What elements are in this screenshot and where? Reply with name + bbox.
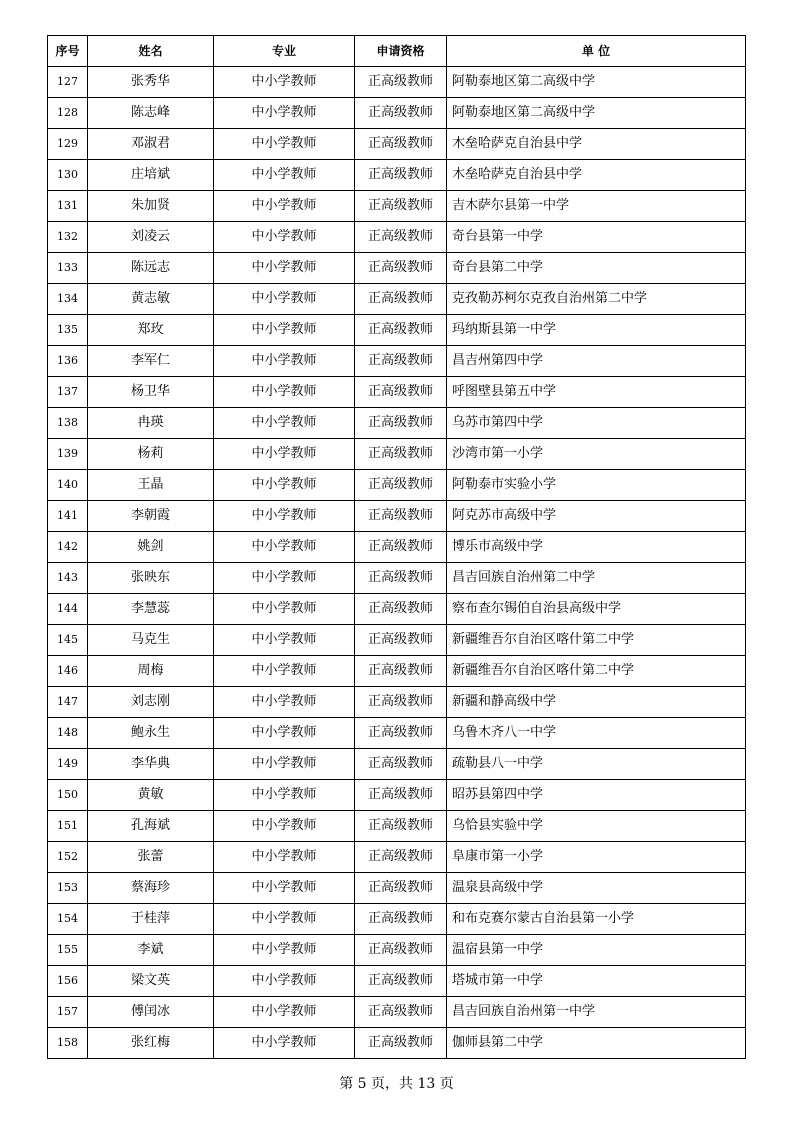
table-row: [48, 532, 746, 563]
cell-no: 131: [48, 191, 88, 222]
cell-name: 朱加贤: [88, 191, 214, 222]
cell-qualification: 正高级教师: [355, 904, 447, 935]
cell-unit: 温宿县第一中学: [447, 935, 746, 966]
cell-name: 马克生: [88, 625, 214, 656]
cell-name: 梁文英: [88, 966, 214, 997]
cell-name: 王晶: [88, 470, 214, 501]
cell-name: 姚剑: [88, 532, 214, 563]
cell-no: 149: [48, 749, 88, 780]
cell-unit: 察布查尔锡伯自治县高级中学: [447, 594, 746, 625]
header-qualification: 申请资格: [355, 36, 447, 67]
cell-no: 152: [48, 842, 88, 873]
cell-major: 中小学教师: [214, 315, 355, 346]
cell-no: 153: [48, 873, 88, 904]
table-row: [48, 873, 746, 904]
cell-qualification: 正高级教师: [355, 718, 447, 749]
cell-qualification: 正高级教师: [355, 408, 447, 439]
cell-name: 周梅: [88, 656, 214, 687]
cell-qualification: 正高级教师: [355, 160, 447, 191]
cell-qualification: 正高级教师: [355, 873, 447, 904]
cell-major: 中小学教师: [214, 625, 355, 656]
cell-name: 孔海斌: [88, 811, 214, 842]
cell-no: 135: [48, 315, 88, 346]
table-row: [48, 129, 746, 160]
table-row: [48, 718, 746, 749]
cell-name: 杨卫华: [88, 377, 214, 408]
cell-major: 中小学教师: [214, 67, 355, 98]
cell-major: 中小学教师: [214, 563, 355, 594]
cell-name: 蔡海珍: [88, 873, 214, 904]
cell-qualification: 正高级教师: [355, 470, 447, 501]
cell-qualification: 正高级教师: [355, 966, 447, 997]
cell-qualification: 正高级教师: [355, 253, 447, 284]
table-row: [48, 439, 746, 470]
table-row: [48, 222, 746, 253]
cell-qualification: 正高级教师: [355, 284, 447, 315]
cell-name: 冉瑛: [88, 408, 214, 439]
cell-unit: 阜康市第一小学: [447, 842, 746, 873]
cell-unit: 玛纳斯县第一中学: [447, 315, 746, 346]
table-row: [48, 780, 746, 811]
cell-no: 130: [48, 160, 88, 191]
cell-unit: 昌吉回族自治州第一中学: [447, 997, 746, 1028]
cell-unit: 博乐市高级中学: [447, 532, 746, 563]
cell-name: 黄敏: [88, 780, 214, 811]
table-row: [48, 346, 746, 377]
table-row: [48, 749, 746, 780]
cell-no: 158: [48, 1028, 88, 1059]
cell-unit: 乌苏市第四中学: [447, 408, 746, 439]
cell-unit: 昌吉州第四中学: [447, 346, 746, 377]
cell-major: 中小学教师: [214, 780, 355, 811]
cell-qualification: 正高级教师: [355, 842, 447, 873]
table-row: [48, 687, 746, 718]
cell-name: 傅闰冰: [88, 997, 214, 1028]
cell-name: 鲍永生: [88, 718, 214, 749]
table-row: [48, 594, 746, 625]
cell-major: 中小学教师: [214, 1028, 355, 1059]
cell-unit: 奇台县第二中学: [447, 253, 746, 284]
cell-no: 157: [48, 997, 88, 1028]
cell-major: 中小学教师: [214, 532, 355, 563]
cell-qualification: 正高级教师: [355, 563, 447, 594]
cell-major: 中小学教师: [214, 160, 355, 191]
cell-unit: 昭苏县第四中学: [447, 780, 746, 811]
cell-major: 中小学教师: [214, 687, 355, 718]
table-row: [48, 67, 746, 98]
cell-name: 陈远志: [88, 253, 214, 284]
table-row: [48, 935, 746, 966]
cell-unit: 塔城市第一中学: [447, 966, 746, 997]
cell-name: 张红梅: [88, 1028, 214, 1059]
cell-major: 中小学教师: [214, 284, 355, 315]
cell-name: 张秀华: [88, 67, 214, 98]
table-row: [48, 315, 746, 346]
table-row: [48, 904, 746, 935]
cell-major: 中小学教师: [214, 656, 355, 687]
cell-major: 中小学教师: [214, 749, 355, 780]
cell-name: 于桂萍: [88, 904, 214, 935]
cell-qualification: 正高级教师: [355, 687, 447, 718]
cell-major: 中小学教师: [214, 439, 355, 470]
header-unit: 单 位: [447, 36, 746, 67]
cell-major: 中小学教师: [214, 346, 355, 377]
cell-qualification: 正高级教师: [355, 935, 447, 966]
table-row: [48, 1028, 746, 1059]
cell-no: 150: [48, 780, 88, 811]
table-row: [48, 997, 746, 1028]
cell-no: 139: [48, 439, 88, 470]
cell-name: 刘志刚: [88, 687, 214, 718]
cell-major: 中小学教师: [214, 98, 355, 129]
table-row: [48, 563, 746, 594]
cell-qualification: 正高级教师: [355, 129, 447, 160]
cell-unit: 阿克苏市高级中学: [447, 501, 746, 532]
cell-qualification: 正高级教师: [355, 532, 447, 563]
cell-no: 128: [48, 98, 88, 129]
cell-major: 中小学教师: [214, 873, 355, 904]
cell-unit: 吉木萨尔县第一中学: [447, 191, 746, 222]
table-header-row: [48, 36, 746, 67]
cell-qualification: 正高级教师: [355, 749, 447, 780]
roster-table: [47, 35, 746, 1059]
cell-major: 中小学教师: [214, 718, 355, 749]
header-major: 专业: [214, 36, 355, 67]
cell-qualification: 正高级教师: [355, 67, 447, 98]
cell-major: 中小学教师: [214, 811, 355, 842]
cell-qualification: 正高级教师: [355, 811, 447, 842]
cell-unit: 温泉县高级中学: [447, 873, 746, 904]
table-row: [48, 253, 746, 284]
cell-no: 136: [48, 346, 88, 377]
table-row: [48, 408, 746, 439]
cell-qualification: 正高级教师: [355, 315, 447, 346]
cell-no: 148: [48, 718, 88, 749]
cell-name: 张映东: [88, 563, 214, 594]
cell-unit: 阿勒泰地区第二高级中学: [447, 67, 746, 98]
cell-unit: 沙湾市第一小学: [447, 439, 746, 470]
cell-qualification: 正高级教师: [355, 439, 447, 470]
cell-qualification: 正高级教师: [355, 222, 447, 253]
cell-no: 146: [48, 656, 88, 687]
cell-no: 156: [48, 966, 88, 997]
table-row: [48, 470, 746, 501]
cell-no: 142: [48, 532, 88, 563]
cell-no: 137: [48, 377, 88, 408]
cell-major: 中小学教师: [214, 222, 355, 253]
cell-unit: 乌鲁木齐八一中学: [447, 718, 746, 749]
cell-qualification: 正高级教师: [355, 780, 447, 811]
table-row: [48, 966, 746, 997]
cell-no: 138: [48, 408, 88, 439]
cell-name: 邓淑君: [88, 129, 214, 160]
cell-major: 中小学教师: [214, 997, 355, 1028]
cell-name: 黄志敏: [88, 284, 214, 315]
header-name: 姓名: [88, 36, 214, 67]
cell-qualification: 正高级教师: [355, 98, 447, 129]
cell-qualification: 正高级教师: [355, 191, 447, 222]
cell-major: 中小学教师: [214, 501, 355, 532]
cell-major: 中小学教师: [214, 842, 355, 873]
cell-no: 129: [48, 129, 88, 160]
table-row: [48, 377, 746, 408]
cell-no: 151: [48, 811, 88, 842]
cell-major: 中小学教师: [214, 594, 355, 625]
table-row: [48, 501, 746, 532]
cell-unit: 阿勒泰市实验小学: [447, 470, 746, 501]
cell-qualification: 正高级教师: [355, 997, 447, 1028]
table-row: [48, 191, 746, 222]
cell-qualification: 正高级教师: [355, 594, 447, 625]
cell-unit: 木垒哈萨克自治县中学: [447, 160, 746, 191]
cell-no: 145: [48, 625, 88, 656]
cell-major: 中小学教师: [214, 377, 355, 408]
cell-major: 中小学教师: [214, 191, 355, 222]
cell-name: 张蕾: [88, 842, 214, 873]
cell-no: 134: [48, 284, 88, 315]
cell-qualification: 正高级教师: [355, 346, 447, 377]
cell-no: 132: [48, 222, 88, 253]
cell-qualification: 正高级教师: [355, 501, 447, 532]
cell-unit: 奇台县第一中学: [447, 222, 746, 253]
table-row: [48, 811, 746, 842]
cell-unit: 疏勒县八一中学: [447, 749, 746, 780]
page-footer: 第 5 页，共 13 页: [339, 1076, 454, 1092]
table-row: [48, 284, 746, 315]
cell-major: 中小学教师: [214, 935, 355, 966]
cell-name: 刘凌云: [88, 222, 214, 253]
cell-name: 李军仁: [88, 346, 214, 377]
cell-no: 141: [48, 501, 88, 532]
cell-name: 李朝霞: [88, 501, 214, 532]
cell-unit: 呼图壁县第五中学: [447, 377, 746, 408]
cell-qualification: 正高级教师: [355, 625, 447, 656]
cell-unit: 和布克赛尔蒙古自治县第一小学: [447, 904, 746, 935]
cell-no: 144: [48, 594, 88, 625]
table-row: [48, 98, 746, 129]
cell-no: 143: [48, 563, 88, 594]
table-row: [48, 160, 746, 191]
cell-qualification: 正高级教师: [355, 377, 447, 408]
cell-no: 155: [48, 935, 88, 966]
cell-name: 杨莉: [88, 439, 214, 470]
cell-unit: 伽师县第二中学: [447, 1028, 746, 1059]
cell-name: 李华典: [88, 749, 214, 780]
cell-unit: 木垒哈萨克自治县中学: [447, 129, 746, 160]
cell-no: 140: [48, 470, 88, 501]
cell-unit: 乌恰县实验中学: [447, 811, 746, 842]
header-no: 序号: [48, 36, 88, 67]
cell-name: 郑玫: [88, 315, 214, 346]
cell-major: 中小学教师: [214, 966, 355, 997]
cell-name: 李斌: [88, 935, 214, 966]
cell-no: 154: [48, 904, 88, 935]
table-row: [48, 656, 746, 687]
cell-unit: 克孜勒苏柯尔克孜自治州第二中学: [447, 284, 746, 315]
cell-no: 147: [48, 687, 88, 718]
cell-unit: 新疆和静高级中学: [447, 687, 746, 718]
table-row: [48, 842, 746, 873]
cell-major: 中小学教师: [214, 408, 355, 439]
table-body: [48, 67, 746, 1059]
cell-unit: 昌吉回族自治州第二中学: [447, 563, 746, 594]
cell-major: 中小学教师: [214, 470, 355, 501]
cell-qualification: 正高级教师: [355, 656, 447, 687]
cell-major: 中小学教师: [214, 253, 355, 284]
cell-major: 中小学教师: [214, 904, 355, 935]
cell-no: 133: [48, 253, 88, 284]
cell-name: 陈志峰: [88, 98, 214, 129]
cell-no: 127: [48, 67, 88, 98]
cell-name: 庄培斌: [88, 160, 214, 191]
cell-name: 李慧蕊: [88, 594, 214, 625]
cell-unit: 阿勒泰地区第二高级中学: [447, 98, 746, 129]
cell-qualification: 正高级教师: [355, 1028, 447, 1059]
table-row: [48, 625, 746, 656]
cell-unit: 新疆维吾尔自治区喀什第二中学: [447, 625, 746, 656]
cell-major: 中小学教师: [214, 129, 355, 160]
cell-unit: 新疆维吾尔自治区喀什第二中学: [447, 656, 746, 687]
